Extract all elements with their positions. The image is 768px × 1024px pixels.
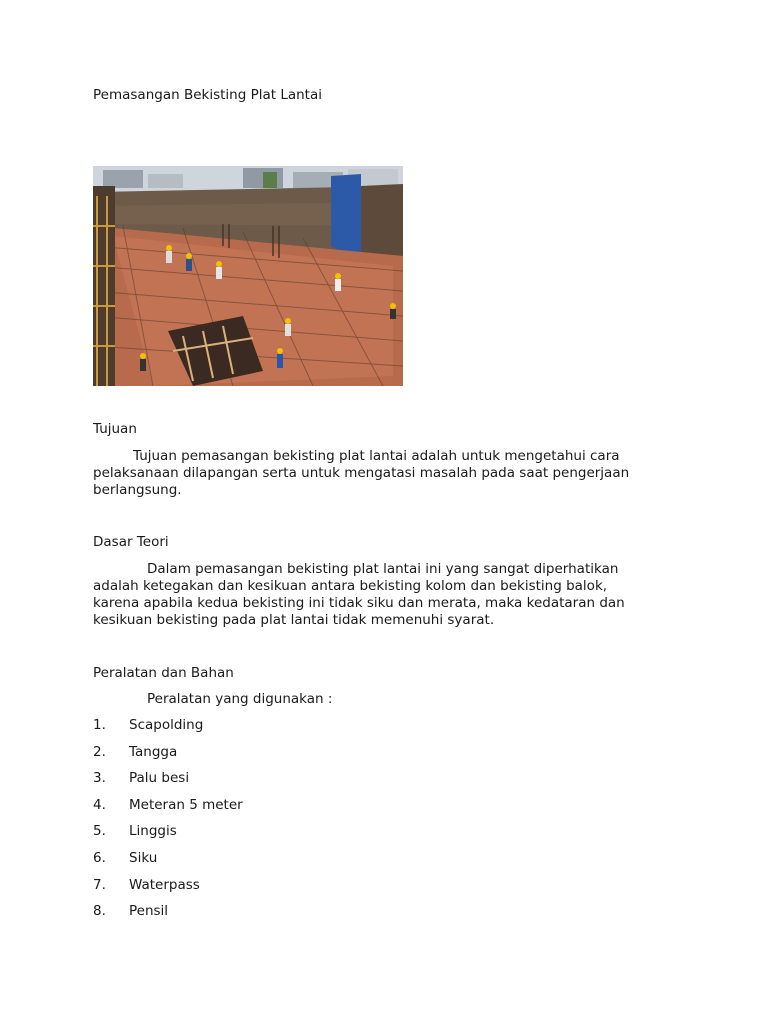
list-item-number: 7. xyxy=(93,876,106,893)
peralatan-intro: Peralatan yang digunakan : xyxy=(147,691,333,707)
list-item-label: Scapolding xyxy=(129,717,204,733)
paragraph-line: Tujuan pemasangan bekisting plat lantai adalah untuk mengetahui cara xyxy=(133,448,620,464)
list-item-label: Waterpass xyxy=(129,876,200,893)
paragraph-line: pelaksanaan dilapangan serta untuk mengatasi masalah pada saat pengerjaan xyxy=(93,465,630,481)
list-item xyxy=(93,797,243,824)
paragraph-line: karena apabila kedua bekisting ini tidak siku dan merata, maka kedataran dan xyxy=(93,595,625,611)
list-item-number: 4. xyxy=(93,796,106,813)
list-item-number: 8. xyxy=(93,903,106,920)
list-item xyxy=(93,877,243,904)
section-heading-peralatan: Peralatan dan Bahan xyxy=(93,665,234,681)
paragraph-tujuan xyxy=(93,448,673,499)
list-item-number: 6. xyxy=(93,849,106,866)
paragraph-line: kesikuan bekisting pada plat lantai tidak memenuhi syarat. xyxy=(93,612,495,628)
tool-list xyxy=(93,717,243,930)
section-heading-dasar-teori: Dasar Teori xyxy=(93,534,169,550)
list-item-label: Linggis xyxy=(129,823,177,840)
list-item xyxy=(93,903,243,930)
list-item xyxy=(93,770,243,797)
list-item-label: Siku xyxy=(129,849,158,866)
section-heading-tujuan: Tujuan xyxy=(93,421,137,437)
list-item xyxy=(93,744,243,771)
paragraph-line: Dalam pemasangan bekisting plat lantai ini yang sangat diperhatikan xyxy=(147,561,619,577)
list-item-label: Palu besi xyxy=(129,770,190,787)
list-item xyxy=(93,717,243,744)
list-item-number: 3. xyxy=(93,770,106,787)
paragraph-line: adalah ketegakan dan kesikuan antara bekisting kolom dan bekisting balok, xyxy=(93,578,608,594)
list-item-number: 2. xyxy=(93,743,106,760)
list-item-label: Meteran 5 meter xyxy=(129,796,243,813)
construction-site-photo xyxy=(93,166,403,386)
list-item-number: 5. xyxy=(93,823,106,840)
list-item-label: Pensil xyxy=(129,903,169,920)
list-item-number: 1. xyxy=(93,717,106,733)
list-item-label: Tangga xyxy=(129,743,178,760)
document-title: Pemasangan Bekisting Plat Lantai xyxy=(93,87,322,103)
list-item xyxy=(93,823,243,850)
list-item xyxy=(93,850,243,877)
paragraph-dasar-teori xyxy=(93,561,673,629)
paragraph-line: berlangsung. xyxy=(93,482,182,498)
